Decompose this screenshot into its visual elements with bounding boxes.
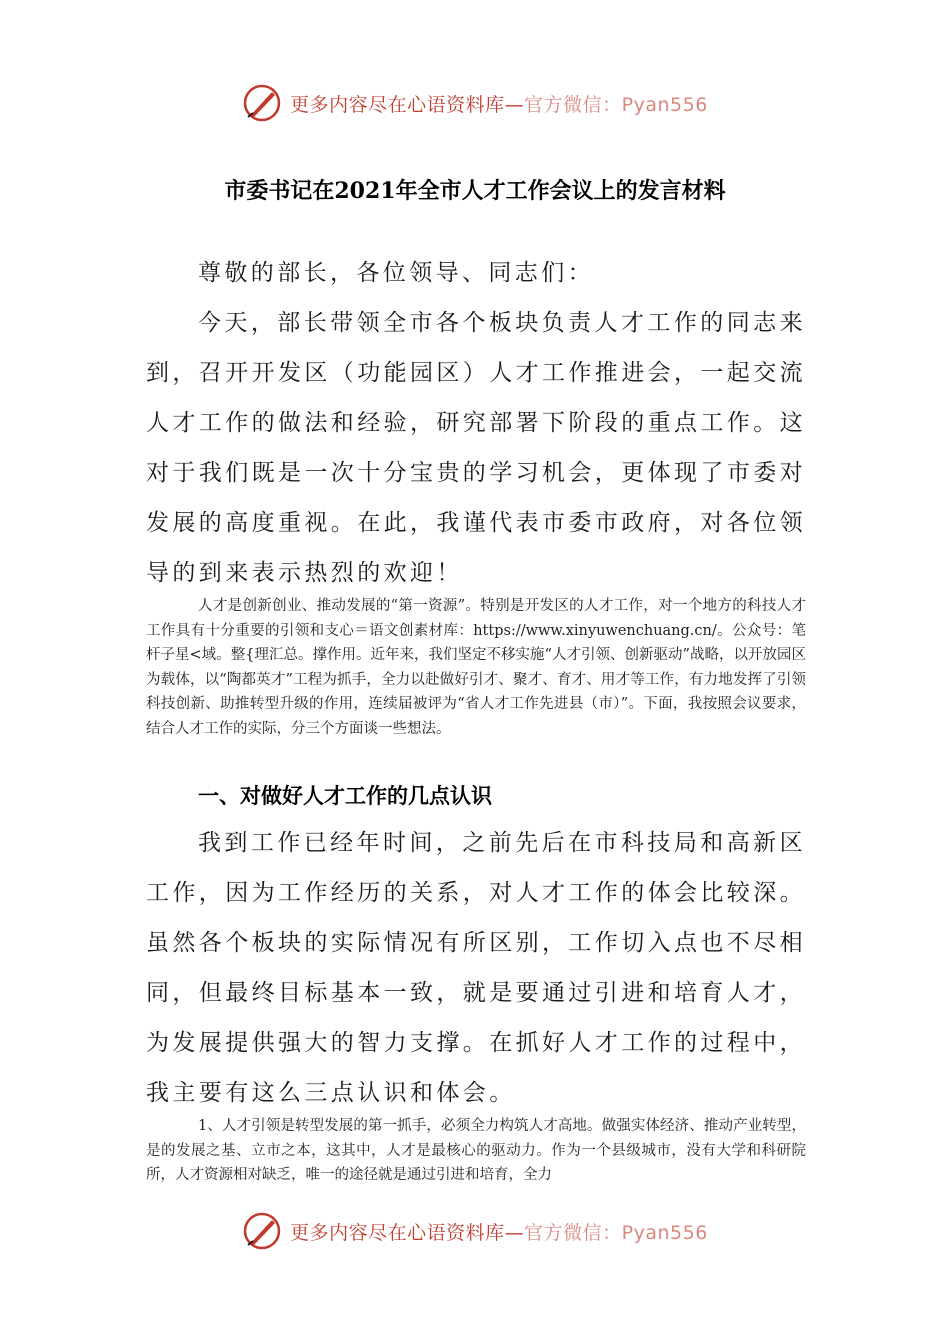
footer-banner <box>0 1208 950 1254</box>
body-section-1 <box>146 248 806 598</box>
paragraph-intro: 人才是创新创业、推动发展的“第一资源”。特别是开发区的人才工作，对一个地方的科技人才工作具有十分重要的引领和支心＝语文创素材库：https://www.xinyuwenchuang.cn/。公众号：笔杆子星<域。整{理汇总。撑作用。近年来，我们坚定不移实施“人才引领、创新驱动”战略，以开放园区为载体，以“陶都英才”工程为抓手，全力以赴做好引才、聚才、育才、用才等工作，有力地发挥了引领科技创新、助推转型升级的作用，连续届被评为“省人才工作先进县（市）”。下面，我按照会议要求，结合人才工作的实际，分三个方面谈一些想法。 <box>146 598 806 737</box>
section-heading: 一、对做好人才工作的几点认识 <box>198 784 492 808</box>
quill-logo-icon <box>242 1211 282 1251</box>
body-section-5 <box>146 1114 806 1188</box>
document-title: 市委书记在2021年全市人才工作会议上的发言材料 <box>224 178 726 204</box>
banner-site-name: 更多内容尽在心语资料库 <box>290 93 505 116</box>
banner-site-name: 更多内容尽在心语资料库 <box>290 1221 505 1244</box>
quill-logo-icon <box>242 83 282 123</box>
header-banner <box>0 80 950 126</box>
paragraph-point-1: 1、人才引领是转型发展的第一抓手，必须全力构筑人才高地。做强实体经济、推动产业转型，是的发展之基、立市之本，这其中，人才是最核心的驱动力。作为一个县级城市，没有大学和科研院所，人才资源相对缺乏，唯一的途径就是通过引进和培育，全力 <box>146 1118 806 1183</box>
banner-wechat: 官方微信：Pyan556 <box>524 93 708 116</box>
banner-dash: — <box>504 1221 525 1244</box>
paragraph-experience: 我到工作已经年时间，之前先后在市科技局和高新区工作，因为工作经历的关系，对人才工作的体会比较深。虽然各个板块的实际情况有所区别，工作切入点也不尽相同，但最终目标基本一致，就是要通过引进和培育人才，为发展提供强大的智力支撑。在抓好人才工作的过程中，我主要有这么三点认识和体会。 <box>146 830 806 1106</box>
banner-dash: — <box>504 93 525 116</box>
body-section-2 <box>146 594 806 741</box>
banner-wechat: 官方微信：Pyan556 <box>524 1221 708 1244</box>
salutation: 尊敬的部长，各位领导、同志们： <box>198 260 594 286</box>
body-section-4 <box>146 818 806 1118</box>
paragraph-opening: 今天，部长带领全市各个板块负责人才工作的同志来到，召开开发区（功能园区）人才工作推进会，一起交流人才工作的做法和经验，研究部署下阶段的重点工作。这对于我们既是一次十分宝贵的学习机会，更体现了市委对发展的高度重视。在此，我谨代表市委市政府，对各位领导的到来表示热烈的欢迎！ <box>146 310 806 586</box>
body-section-3 <box>146 780 806 810</box>
